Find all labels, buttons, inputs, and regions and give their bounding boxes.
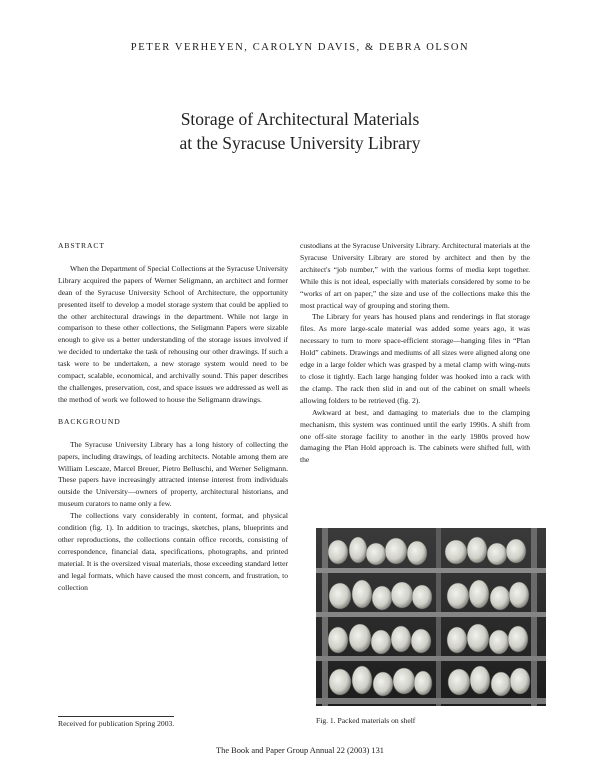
background-paragraph-3: custodians at the Syracuse University Library. Architectural materials at the Syracuse University Library are stored by architect and then by the architect's “job number,” with the various forms of media kept together. While this is not ideal, especially with materials considered by some to be “works of art on paper,” the size and use of the collections make this the most practical way of grouping and storing them. <box>300 241 530 310</box>
received-note: Received for publication Spring 2003. <box>58 719 175 728</box>
abstract-paragraph: When the Department of Special Collections at the Syracuse University Library acquired the papers of Werner Seligmann, an architect and former dean of the Syracuse University School of Architecture, the opportunity presented itself to develop a model storage system that could be applied to the other architectural drawings in the department. While not large in comparison to these other collections, the Seligmann Papers were sizable enough to give us a better understanding of the storage issues involved if we decided to undertake the task of rehousing our other drawings. If such a task were to be undertaken, a new storage system would need to be compact, scalable, economical, and archivally sound. This paper describes the challenges, preservation, cost, and space issues we addressed as well as the method of work we followed to house the Seligmann drawings. <box>58 263 288 404</box>
article-title <box>0 107 600 155</box>
left-column <box>58 240 288 593</box>
article-title-line-1: Storage of Architectural Materials <box>180 109 420 129</box>
page-footer: The Book and Paper Group Annual 22 (2003) 131 <box>216 746 384 755</box>
background-paragraph-1: The Syracuse University Library has a long history of collecting the papers, including drawings, of leading architects. Notable among them are William Lescaze, Marcel Breuer, Pietro Belluschi, and Werner Seligmann. These papers have increasingly attracted intense interest from individuals outside the University—owners of property, architectural historians, and museum curators to name only a few. <box>58 439 288 509</box>
background-paragraph-4: The Library for years has housed plans and renderings in flat storage files. As more large-scale material was added some years ago, it was necessary to turn to more space-efficient storage—hanging files in “Plan Hold” cabinets. Drawings and mediums of all sizes were aligned along one edge in a large folder which was grasped by a metal clamp with wing-nuts to close it tightly. Each large hanging folder was hooked into a rack with the clamp. The rack then slid in and out of the cabinet on small wheels allowing folders to be retrieved (fig. 2). <box>300 312 530 405</box>
abstract-heading: ABSTRACT <box>58 241 105 250</box>
footnote-divider <box>58 716 174 717</box>
background-paragraph-2: The collections vary considerably in content, format, and physical condition (fig. 1). In addition to tracings, sketches, plans, blueprints and other reproductions, the collections contain office records, consisting of correspondence, financial data, specifications, photographs, and printed material. It is the oversized visual materials, those exceeding standard letter and legal formats, which have caused the most concern, and frustration, to collection <box>58 511 288 592</box>
author-line: PETER VERHEYEN, CAROLYN DAVIS, & DEBRA OLSON <box>130 42 470 53</box>
background-paragraph-5: Awkward at best, and damaging to materials due to the clamping mechanism, this system was continued until the early 1990s. A shift from one off-site storage facility to another in the early 1980s proved how damaging the Plan Hold approach is. The cabinets were shifted full, with the <box>300 407 530 465</box>
shelf-photo-illustration <box>316 528 546 706</box>
figure-caption: Fig. 1. Packed materials on shelf <box>316 716 416 725</box>
right-column <box>300 240 530 466</box>
figure-photo-shelf <box>316 528 546 706</box>
article-title-line-2: at the Syracuse University Library <box>179 133 421 153</box>
background-heading: BACKGROUND <box>58 416 121 426</box>
